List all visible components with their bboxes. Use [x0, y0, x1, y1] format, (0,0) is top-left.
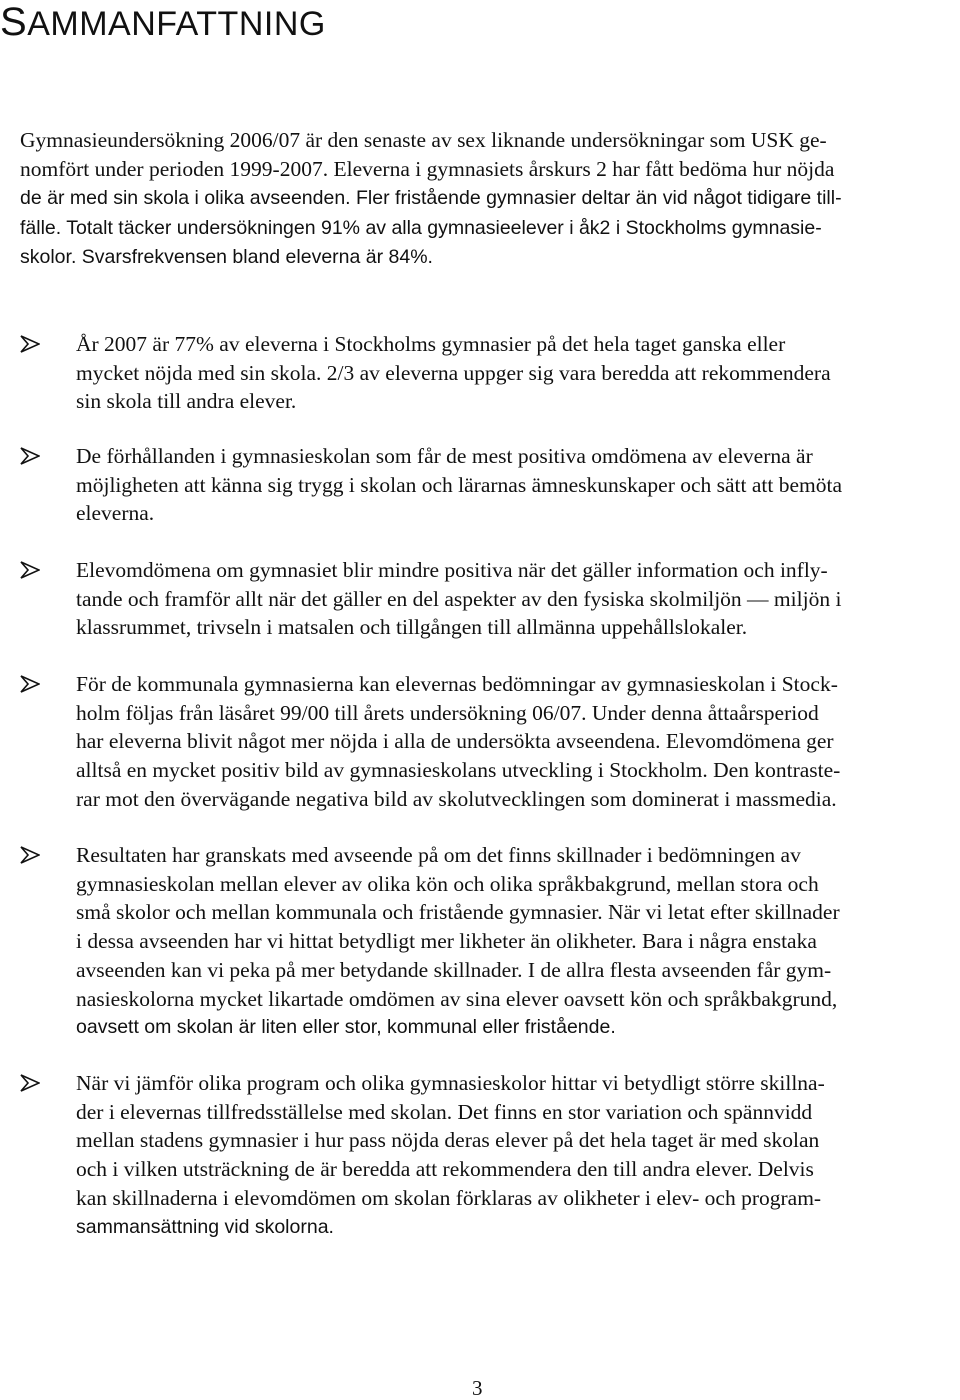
intro-line: skolor. Svarsfrekvensen bland eleverna är 84%. [20, 245, 433, 268]
intro-paragraph [20, 126, 950, 272]
bullet-line: avseenden kan vi peka på mer betydande skillnader. I de allra flesta avseenden får gym- [76, 957, 832, 982]
arrow-bullet-icon [20, 335, 40, 353]
bullet-text [76, 1069, 960, 1241]
arrow-bullet-icon [20, 447, 40, 465]
bullet-line: der i elevernas tillfredsställelse med skolan. Det finns en stor variation och spännvidd [76, 1099, 813, 1124]
bullet-text [76, 330, 960, 416]
bullet-line: nasieskolorna mycket likartade omdömen av sina elever oavsett kön och språkbakgrund, [76, 986, 838, 1011]
intro-line: Gymnasieundersökning 2006/07 är den senaste av sex liknande undersökningar som USK ge- [20, 128, 827, 152]
bullet-line: För de kommunala gymnasierna kan elevernas bedömningar av gymnasieskolan i Stock- [76, 672, 838, 696]
bullet-line: möjligheten att känna sig trygg i skolan och lärarnas ämneskunskaper och sätt att bemöta [76, 472, 843, 497]
bullet-line: och i vilken utsträckning de är beredda att rekommendera den till andra elever. Delvis [76, 1157, 814, 1182]
bullet-line: klassrummet, trivseln i matsalen och tillgången till allmänna uppehållslokaler. [76, 615, 748, 640]
bullet-line: gymnasieskolan mellan elever av olika kön och olika språkbakgrund, mellan stora och [76, 871, 819, 896]
bullet-line: små skolor och mellan kommunala och fristående gymnasier. När vi letat efter skillnader [76, 900, 840, 925]
bullet-line: År 2007 är 77% av eleverna i Stockholms gymnasier på det hela taget ganska eller [76, 332, 786, 356]
bullet-line: eleverna. [76, 501, 155, 526]
page-title: SAMMANFATTNING [0, 0, 326, 44]
bullet-line: alltså en mycket positiv bild av gymnasieskolans utveckling i Stockholm. Den kontraste- [76, 758, 841, 783]
bullet-line: De förhållanden i gymnasieskolan som får de mest positiva omdömena av eleverna är [76, 444, 813, 468]
page-number: 3 [472, 1376, 483, 1400]
bullet-line: rar mot den övervägande negativa bild av skolutvecklingen som dominerat i massmedia. [76, 786, 837, 811]
bullet-text [76, 670, 960, 814]
bullet-line: mycket nöjda med sin skola. 2/3 av eleverna uppger sig vara beredda att rekommendera [76, 360, 831, 385]
bullet-line: sammansättning vid skolorna. [76, 1215, 334, 1238]
arrow-bullet-icon [20, 561, 40, 579]
intro-line: fälle. Totalt täcker undersökningen 91% av alla gymnasieelever i åk2 i Stockholms gymnasie- [20, 216, 822, 239]
bullet-line: kan skillnaderna i elevomdömen om skolan förklaras av olikheter i elev- och program- [76, 1185, 822, 1210]
arrow-bullet-icon [20, 675, 40, 693]
bullet-line: Resultaten har granskats med avseende på om det finns skillnader i bedömningen av [76, 843, 801, 867]
bullet-line: i dessa avseenden har vi hittat betydligt mer likheter än olikheter. Bara i några enstaka [76, 929, 817, 954]
bullet-text [76, 841, 960, 1042]
intro-line: nomfört under perioden 1999-2007. Eleverna i gymnasiets årskurs 2 har fått bedöma hur nöjda [20, 157, 835, 182]
bullet-line: tande och framför allt när det gäller en del aspekter av den fysiska skolmiljön — miljön i [76, 586, 842, 611]
bullet-line: oavsett om skolan är liten eller stor, kommunal eller fristående. [76, 1016, 616, 1039]
arrow-bullet-icon [20, 846, 40, 864]
bullet-text [76, 442, 960, 528]
bullet-line: sin skola till andra elever. [76, 389, 297, 414]
bullet-line: mellan stadens gymnasier i hur pass nöjda deras elever på det hela taget är med skolan [76, 1128, 820, 1153]
arrow-bullet-icon [20, 1074, 40, 1092]
bullet-line: holm följas från läsåret 99/00 till årets undersökning 06/07. Under denna åttaårsperiod [76, 700, 819, 725]
bullet-line: När vi jämför olika program och olika gymnasieskolor hittar vi betydligt större skillna- [76, 1071, 825, 1095]
bullet-text [76, 556, 960, 642]
bullet-line: har eleverna blivit något mer nöjda i alla de undersökta avseendena. Elevomdömena ger [76, 729, 834, 754]
bullet-line: Elevomdömena om gymnasiet blir mindre positiva när det gäller information och infly- [76, 558, 828, 582]
intro-line: de är med sin skola i olika avseenden. Fler fristående gymnasier deltar än vid något tidigare till- [20, 187, 842, 210]
